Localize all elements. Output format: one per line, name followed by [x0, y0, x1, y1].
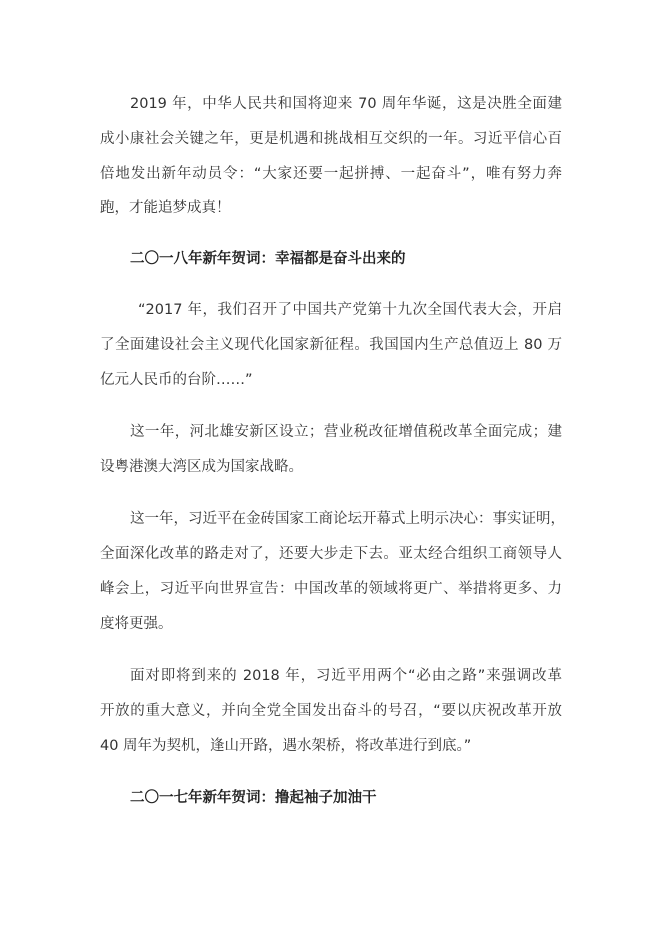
paragraph-line: 这一年，河北雄安新区设立；营业税改征增值税改革全面完成；建 [130, 424, 562, 440]
paragraph-line: 跑，才能追梦成真！ [100, 200, 231, 216]
paragraph-line: 亿元人民币的台阶……” [100, 372, 253, 388]
paragraph-line: 40 周年为契机，逢山开路，遇水架桥，将改革进行到底。” [100, 738, 472, 754]
paragraph-line: 全面深化改革的路走对了，还要大步走下去。亚太经合组织工商领导人 [100, 546, 562, 562]
paragraph-line: 面对即将到来的 2018 年，习近平用两个“必由之路”来强调改革 [130, 668, 562, 684]
section-heading: 二〇一八年新年贺词：幸福都是奋斗出来的 [130, 251, 406, 267]
paragraph-line: 度将更强。 [100, 616, 173, 632]
paragraph-line: “2017 年，我们召开了中国共产党第十九次全国代表大会，开启 [138, 302, 562, 318]
section-heading: 二〇一七年新年贺词：撸起袖子加油干 [130, 790, 377, 806]
paragraph-line: 了全面建设社会主义现代化国家新征程。我国国内生产总值迈上 80 万 [100, 337, 562, 353]
paragraph-line: 开放的重大意义，并向全党全国发出奋斗的号召，“要以庆祝改革开放 [100, 703, 562, 719]
paragraph-line: 成小康社会关键之年，更是机遇和挑战相互交织的一年。习近平信心百 [100, 131, 562, 147]
paragraph-line: 这一年，习近平在金砖国家工商论坛开幕式上明示决心：事实证明， [130, 511, 565, 527]
paragraph-line: 2019 年，中华人民共和国将迎来 70 周年华诞，这是决胜全面建 [130, 96, 562, 112]
paragraph-line: 倍地发出新年动员令：“大家还要一起拼搏、一起奋斗”，唯有努力奔 [100, 166, 562, 182]
paragraph-line: 设粤港澳大湾区成为国家战略。 [100, 459, 303, 475]
paragraph-line: 峰会上，习近平向世界宣告：中国改革的领域将更广、举措将更多、力 [100, 581, 562, 597]
